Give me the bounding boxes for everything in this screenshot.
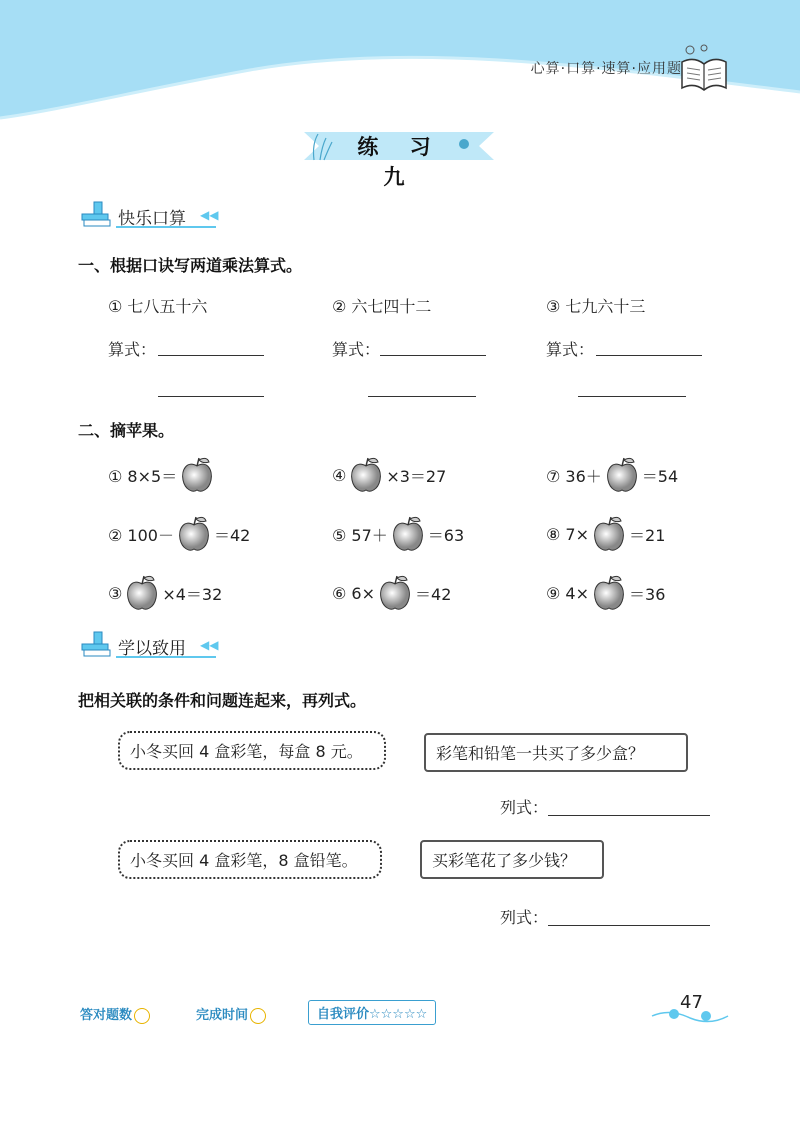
apple-icon[interactable] bbox=[176, 515, 212, 553]
page-number: 47 bbox=[680, 992, 703, 1013]
self-evaluation-box[interactable]: 自我评价☆☆☆☆☆ bbox=[308, 1000, 436, 1025]
apple-problem-5 bbox=[332, 515, 464, 553]
condition-box-2[interactable]: 小冬买回 4 盒彩笔，8 盒铅笔。 bbox=[118, 840, 382, 879]
apple-problem-2 bbox=[108, 515, 250, 553]
problem-text: ③ bbox=[108, 583, 123, 603]
apple-icon[interactable] bbox=[179, 456, 215, 494]
problem-text: ＝21 bbox=[629, 525, 666, 545]
problem-text: ⑧ 7× bbox=[546, 524, 590, 544]
answer-line-1b[interactable] bbox=[158, 396, 264, 397]
open-book-icon bbox=[676, 42, 732, 96]
books-pencil-icon bbox=[80, 630, 114, 660]
problem-text: ×3＝27 bbox=[386, 466, 447, 486]
problem-text: ＝42 bbox=[415, 584, 452, 604]
answer-line-3b[interactable] bbox=[578, 396, 686, 397]
section-label: 学以致用 bbox=[118, 639, 186, 659]
question-2-title: 二、摘苹果。 bbox=[78, 421, 175, 440]
apple-icon[interactable] bbox=[124, 574, 160, 612]
apple-problem-9 bbox=[546, 574, 665, 612]
header-subjects: 心算·口算·速算·应用题 bbox=[530, 61, 682, 77]
page-title: 练 习 九 bbox=[357, 135, 443, 189]
question-box-1[interactable]: 彩笔和铅笔一共买了多少盒？ bbox=[424, 733, 688, 772]
apple-problem-8 bbox=[546, 515, 665, 553]
double-arrow-icon: ◀◀ bbox=[200, 638, 219, 652]
apple-icon[interactable] bbox=[390, 515, 426, 553]
problem-text: ＝36 bbox=[629, 584, 666, 604]
smile-icon bbox=[134, 1008, 150, 1024]
apple-problem-4 bbox=[332, 456, 446, 494]
answer-line-2b[interactable] bbox=[368, 396, 476, 397]
answer-line-5[interactable] bbox=[548, 925, 710, 926]
condition-box-1[interactable]: 小冬买回 4 盒彩笔，每盒 8 元。 bbox=[118, 731, 386, 770]
apple-icon[interactable] bbox=[604, 456, 640, 494]
problem-text: ＝54 bbox=[641, 466, 679, 486]
apple-icon[interactable] bbox=[591, 515, 627, 553]
smile-icon bbox=[250, 1008, 266, 1024]
q1-item-1: ① 七八五十六 bbox=[108, 297, 208, 316]
apple-problem-3 bbox=[108, 574, 222, 612]
section-header-apply bbox=[80, 630, 280, 664]
formula-label-3: 算式： bbox=[546, 340, 595, 359]
answer-line-3a[interactable] bbox=[596, 355, 702, 356]
footer-correct-count bbox=[80, 1004, 150, 1024]
problem-text: ＝42 bbox=[213, 525, 251, 545]
problem-text: ×4＝32 bbox=[162, 584, 223, 604]
footer-correct-label: 答对题数 bbox=[80, 1008, 133, 1023]
q1-item-2: ② 六七四十二 bbox=[332, 297, 432, 316]
apple-icon[interactable] bbox=[591, 574, 627, 612]
formula-label-5: 列式： bbox=[500, 908, 549, 927]
problem-text: ⑥ 6× bbox=[332, 583, 376, 603]
double-arrow-icon: ◀◀ bbox=[200, 208, 219, 222]
formula-label-4: 列式： bbox=[500, 798, 549, 817]
section-label: 快乐口算 bbox=[118, 209, 186, 229]
apple-problem-6 bbox=[332, 574, 451, 612]
apple-icon[interactable] bbox=[377, 574, 413, 612]
q1-item-3: ③ 七九六十三 bbox=[546, 297, 646, 316]
problem-text: ＝63 bbox=[427, 525, 465, 545]
problem-text: ⑦ 36＋ bbox=[546, 466, 602, 486]
problem-text: ② 100－ bbox=[108, 525, 174, 545]
answer-line-1a[interactable] bbox=[158, 355, 264, 356]
answer-line-4[interactable] bbox=[548, 815, 710, 816]
problem-text: ④ bbox=[332, 465, 347, 485]
question-box-2[interactable]: 买彩笔花了多少钱？ bbox=[420, 840, 604, 879]
problem-text: ① 8×5＝ bbox=[108, 466, 178, 486]
question-3-title: 把相关联的条件和问题连起来，再列式。 bbox=[78, 691, 367, 710]
books-pencil-icon bbox=[80, 200, 114, 230]
footer-time-label: 完成时间 bbox=[196, 1008, 249, 1023]
formula-label-1: 算式： bbox=[108, 340, 157, 359]
apple-problem-7 bbox=[546, 456, 678, 494]
footer-finish-time bbox=[196, 1004, 266, 1024]
question-1-title: 一、根据口诀写两道乘法算式。 bbox=[78, 256, 303, 275]
answer-line-2a[interactable] bbox=[380, 355, 486, 356]
problem-text: ⑨ 4× bbox=[546, 583, 590, 603]
problem-text: ⑤ 57＋ bbox=[332, 525, 388, 545]
apple-problem-1 bbox=[108, 456, 215, 494]
apple-icon[interactable] bbox=[348, 456, 384, 494]
formula-label-2: 算式： bbox=[332, 340, 381, 359]
section-header-happy-oral bbox=[80, 200, 280, 234]
